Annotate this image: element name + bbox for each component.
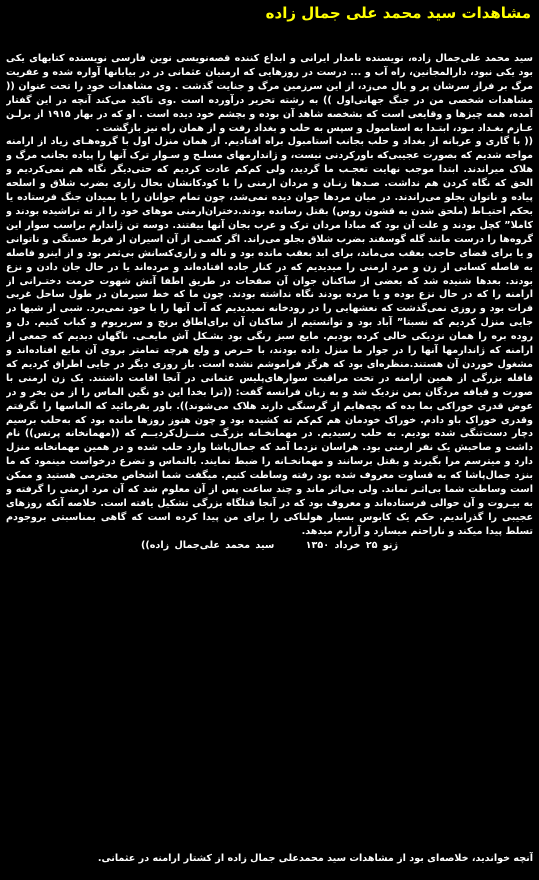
signature-line (6, 539, 533, 553)
intro-paragraph: سید محمد علی‌جمال زاده، نویسنده نامدار ایرانی و ابداع کننده قصه‌نویسی نوین فارسی نویسنده کتابهای یکی بود یکی نبود، دارالمجانین، راه آب و ... درست در روزهایی که ارمنیان عثمانی در در بیابانها آواره شده و عفریت مرگ بر فراز سرشان پر و بال می‌زد، از این سرزمین مرگ و جنایت گذشت . وی مشاهدات خود را تحت عنوان (( مشاهدات شخصی من در جنگ جهانی‌اول )) به رشته تحریر درآورده است .وی تاکید می‌کند آنچه در این گفتار آمده، همه چیزها و وقایعی است که بشخصه شاهد آن بوده و بچشم خود دیده است . او که در بهار ۱۹۱۵ از برلـن عـازم بغـداد بـود، ابتـدا به استامبول و سپس به حلب و بغداد رفت و از همان راه نیز بازگشت . (6, 53, 533, 134)
signature-date: ژنو ۲۵ خرداد ۱۳۵۰ (305, 539, 399, 551)
article-body (6, 52, 533, 553)
memoir-quote-paragraph: (( با گاری و عربانه از بغداد و حلب بجانب استامبول براه افتادیم. از همان منزل اول با گروه‌هـای زیاد از ارامنه مواجه شدیم که بصورت عجیبی‌که باورکردنی نیست، و ژاندارمهای مسلـح و سـوار ترک آنها را پیاده بجانب مرگ و هلاک میراندند. ابتدا موجب نهایت تعجـب ما گردید، ولی کم‌کم عادت کردیم که حتی‌دیگر نگاه هم نمی‌کردیم و الحق که نگاه کردن هم نداشت. صـدها زنـان و مردان ارمنی را با کودکانشان بحال زاری بضرب شلاق و اسلحه پیاده و ناتوان بجلو می‌راندند. در میان مردها جوان دیده نمی‌شد، چون تمام جوانان را یا بمیدان جنگ فرستاده یا بحکم احتیـاط (ملحق شدن به قشون روس) بقتل رسانده بودند.دختران‌ارمنی موهای خود را از ته تراشیده بودند و کاملا” کچل بودند و علت آن بود که مبادا مردان ترک و عرب بجان آنها بیفتند. دوسه تن ژاندارم براسب سوار این گروه‌ها را درست مانند گله گوسفند بضرب شلاق بجلو می‌راند. اگر کسـی از آن اسیران از فرط خستگی و ناتوانی و یا برای قضای حاجب بعقب می‌ماند، برای ابد بعقب مانده بود و ناله و زاری‌کسانش بی‌ثمر بود و از اینرو فاصله به فاصله کسانی از زن و مرد ارمنی را میدیدیم که در کنار جاده افتاده‌اند و مرده‌اند یا در حال جان دادن و نزع بودند. بعدها شنیده شد که بعضی از ساکنان جوان آن صفحات در طریق اطفا آتش شهوت حرمت دختـرانی از ارامنه را که در حال نزع بوده و یا مرده بودند نگاه نداشته بودند. چون ما که خط سیرمان در طول ساحل غربی فرات بود و روزی نمی‌گذشت که نعشهایی را در رودخانه نمیدیدیم که آب آنها را با خود نمی‌برد. شبی از شبها در جایی منزل کردیم که نسبتا” آباد بود و توانستیم از ساکنان آن برای‌اطاق برنج و سربریوم و کباب کنیم. دل و روده بره را همان نزدیکی خالی کرده بودیم. مایع سبز رنگی بود بشـکل آش مایعـی. ناگهان دیدیم که جمعی از ارامنه که ژاندارمها آنها را در جوار ما منزل داده بودند، با حـرص و ولع هرچه تمامتر بروی آن مایع افتاده‌اند و مشغول خوردن آن هستند.منظره‌ای بود که هرگز فراموشم نشده است. باز روزی دیگر در جایی اطراق کردیم که قافله بزرگی از همین ارامنه در تحت مراقبت سوارهای‌پلیس عثمانی در آنجا اقامت داشتند. یک زن ارمنی با صورت و قیافه مردگان بمن نزدیک شد و به زبان فرانسه گفت: ((ترا بخدا این دو نگین الماس را از من بخر و در عوض قدری خوراکی بما بده که بچه‌هایم از گرسنگی دارند هلاک می‌شوند)). باور بفرمائید که الماسها را نگرفتم وقدری خوراک باو دادم. خوراک خودمان هم کم‌کم ته کشیده بود و چون هنوز روزها مانده بود که به‌حلب برسیم دچار دست‌تنگی شده بودیم. به حلب رسیدیم. در مهمانخـانه بزرگـی منــزل‌کردیــم که ((مهمانخانه پرنس)) نام داشت و صاحبش یک نفر ارمنی بود. هراسان نزدما آمد که جمال‌پاشا وارد حلب شده و در همین مهمانخانه منزل دارد و میترسم مرا بگیرند و بقتل برسانند و مهمانخـانه را ضبط نمایند. بالتماس و تضرع درخواست مینمود که ما بنزد جمال‌پاشا که به قساوت معروف شده بود رفته وساطت کنیم. میگفت شما اشخاص محترمی هستید و ممکن است وساطت شما بی‌اثـر نماند. ولی بی‌اثر ماند و چند ساعت پس از آن معلوم شد که آن مرد ارمنی را گرفته و به بیـروت و آن حوالی فرستاده‌اند و معروف بود که در آنجا قتلگاه بزرگی تشکیل یافته است. خلاصه آنکه روزهای عجیبی را گذراندیم. حکم یک کابوس بسیار هولناکی را برای من پیدا کرده است که گاهی بمناسبتی بروجودم تسلط پیدا میکند و ناراحتم میسازد و آزارم میدهد. (6, 136, 533, 537)
closing-note: آنچه خواندید، خلاصه‌ای بود از مشاهدات سید محمدعلی جمال زاده از کشتار ارامنه در عثمانی. (97, 853, 533, 864)
signature-name: سید محمد علی‌جمال زاده)) (140, 539, 275, 551)
page-title: مشاهدات سید محمد علی جمال زاده (265, 4, 531, 22)
